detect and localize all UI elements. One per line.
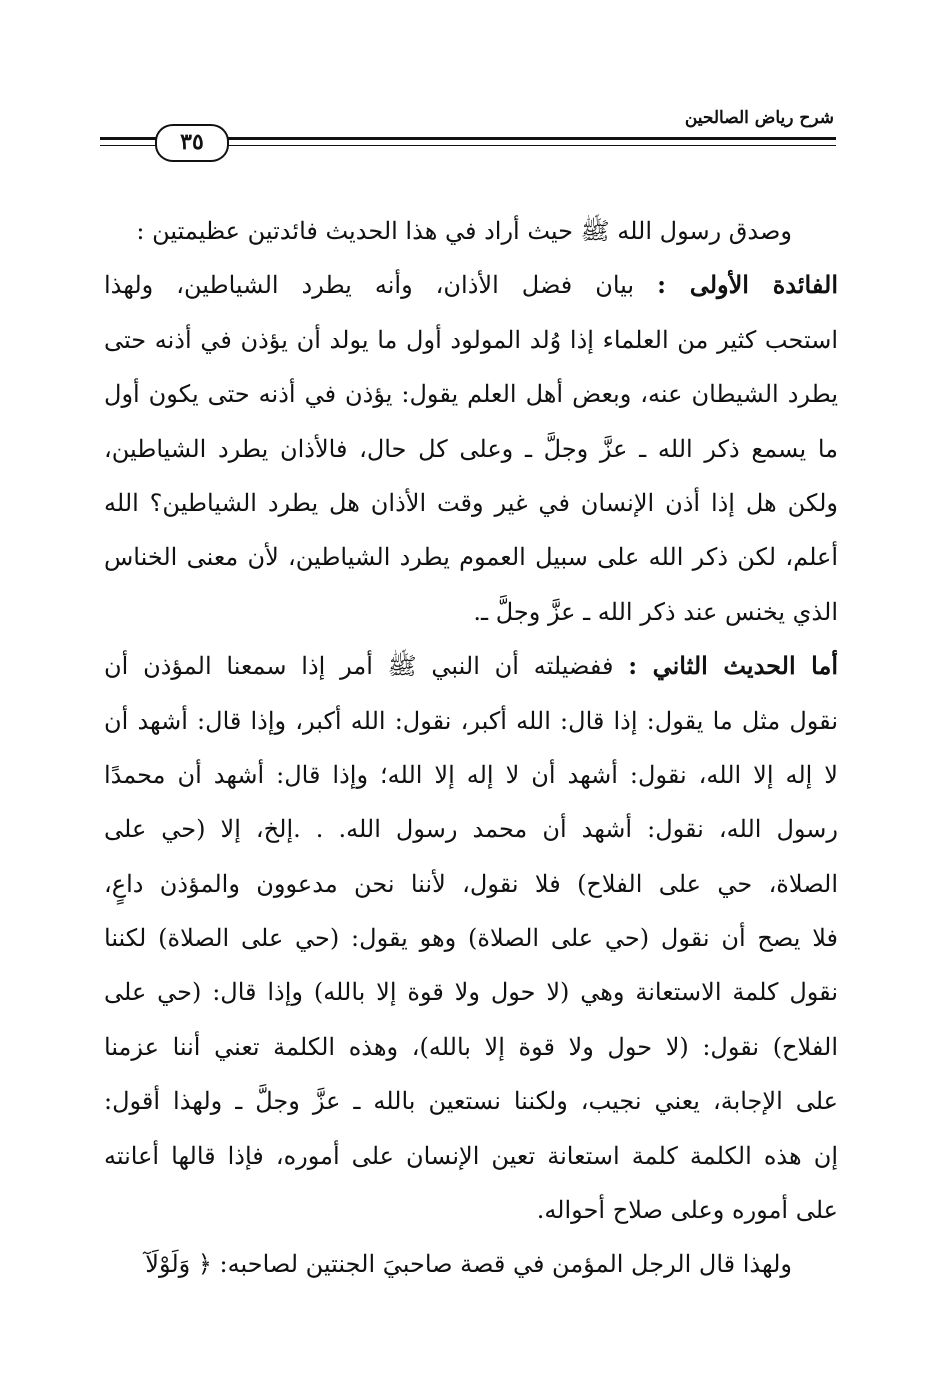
text-line: وصدق رسول الله ﷺ حيث أراد في هذا الحديث فائدتين عظيمتين :	[136, 217, 792, 245]
text-line: استحب كثير من العلماء إذا وُلد المولود أول ما يولد أن يؤذن في أذنه حتى	[104, 325, 838, 354]
text-line: الفلاح) نقول: (لا حول ولا قوة إلا بالله)، وهذه الكلمة تعني أننا عزمنا	[104, 1032, 838, 1061]
text-line: لا إله إلا الله، نقول: أشهد أن لا إله إلا الله؛ وإذا قال: أشهد أن محمدًا	[104, 760, 838, 789]
text-line: يطرد الشيطان عنه، وبعض أهل العلم يقول: يؤذن في أذنه حتى يكون أول	[104, 380, 838, 409]
text-line: ولكن هل إذا أذن الإنسان في غير وقت الأذان هل يطرد الشياطين؟ الله	[104, 488, 838, 517]
header-rule-right-thin	[222, 145, 836, 146]
text-line: فلا يصح أن نقول (حي على الصلاة) وهو يقول: (حي على الصلاة) لكننا	[104, 924, 838, 953]
text-line: ولهذا قال الرجل المؤمن في قصة صاحبيَ الجنتين لصاحبه: ﴿ وَلَوْلَآ	[145, 1250, 792, 1279]
text-line: أما الحديث الثاني : ففضيلته أن النبي ﷺ أمر إذا سمعنا المؤذن أن	[104, 651, 838, 681]
page-body	[104, 204, 838, 1292]
text-line: الصلاة، حي على الفلاح) فلا نقول، لأننا نحن مدعوون والمؤذن داعٍ،	[104, 869, 838, 898]
header-rule-left	[100, 137, 158, 140]
text-line: إن هذه الكلمة كلمة استعانة تعين الإنسان على أموره، فإذا قالها أعانته	[104, 1141, 838, 1170]
text-line: ما يسمع ذكر الله ـ عزَّ وجلَّ ـ وعلى كل حال، فالأذان يطرد الشياطين،	[104, 434, 838, 463]
text-line: على أموره وعلى صلاح أحواله.	[536, 1196, 838, 1225]
text-line: على الإجابة، يعني نجيب، ولكننا نستعين بالله ـ عزَّ وجلَّ ـ ولهذا أقول:	[104, 1087, 838, 1116]
section-heading: أما الحديث الثاني :	[628, 651, 838, 681]
text-line: رسول الله، نقول: أشهد أن محمد رسول الله. . .إلخ، إلا (حي على	[104, 815, 838, 844]
page-number: ٣٥	[155, 124, 229, 162]
book-title: شرح رياض الصالحين	[684, 108, 834, 128]
text-line: نقول مثل ما يقول: إذا قال: الله أكبر، نقول: الله أكبر، وإذا قال: أشهد أن	[104, 706, 838, 735]
text-line: نقول كلمة الاستعانة وهي (لا حول ولا قوة إلا بالله) وإذا قال: (حي على	[104, 978, 838, 1007]
text-line: الذي يخنس عند ذكر الله ـ عزَّ وجلَّ ـ.	[473, 597, 838, 626]
header-rule-right	[222, 137, 836, 140]
section-heading: الفائدة الأولى :	[657, 270, 838, 300]
text-line: أعلم، لكن ذكر الله على سبيل العموم يطرد الشياطين، لأن معنى الخناس	[104, 543, 838, 572]
text-line: الفائدة الأولى : بيان فضل الأذان، وأنه يطرد الشياطين، ولهذا	[104, 270, 838, 300]
header-rule-left-thin	[100, 145, 158, 146]
